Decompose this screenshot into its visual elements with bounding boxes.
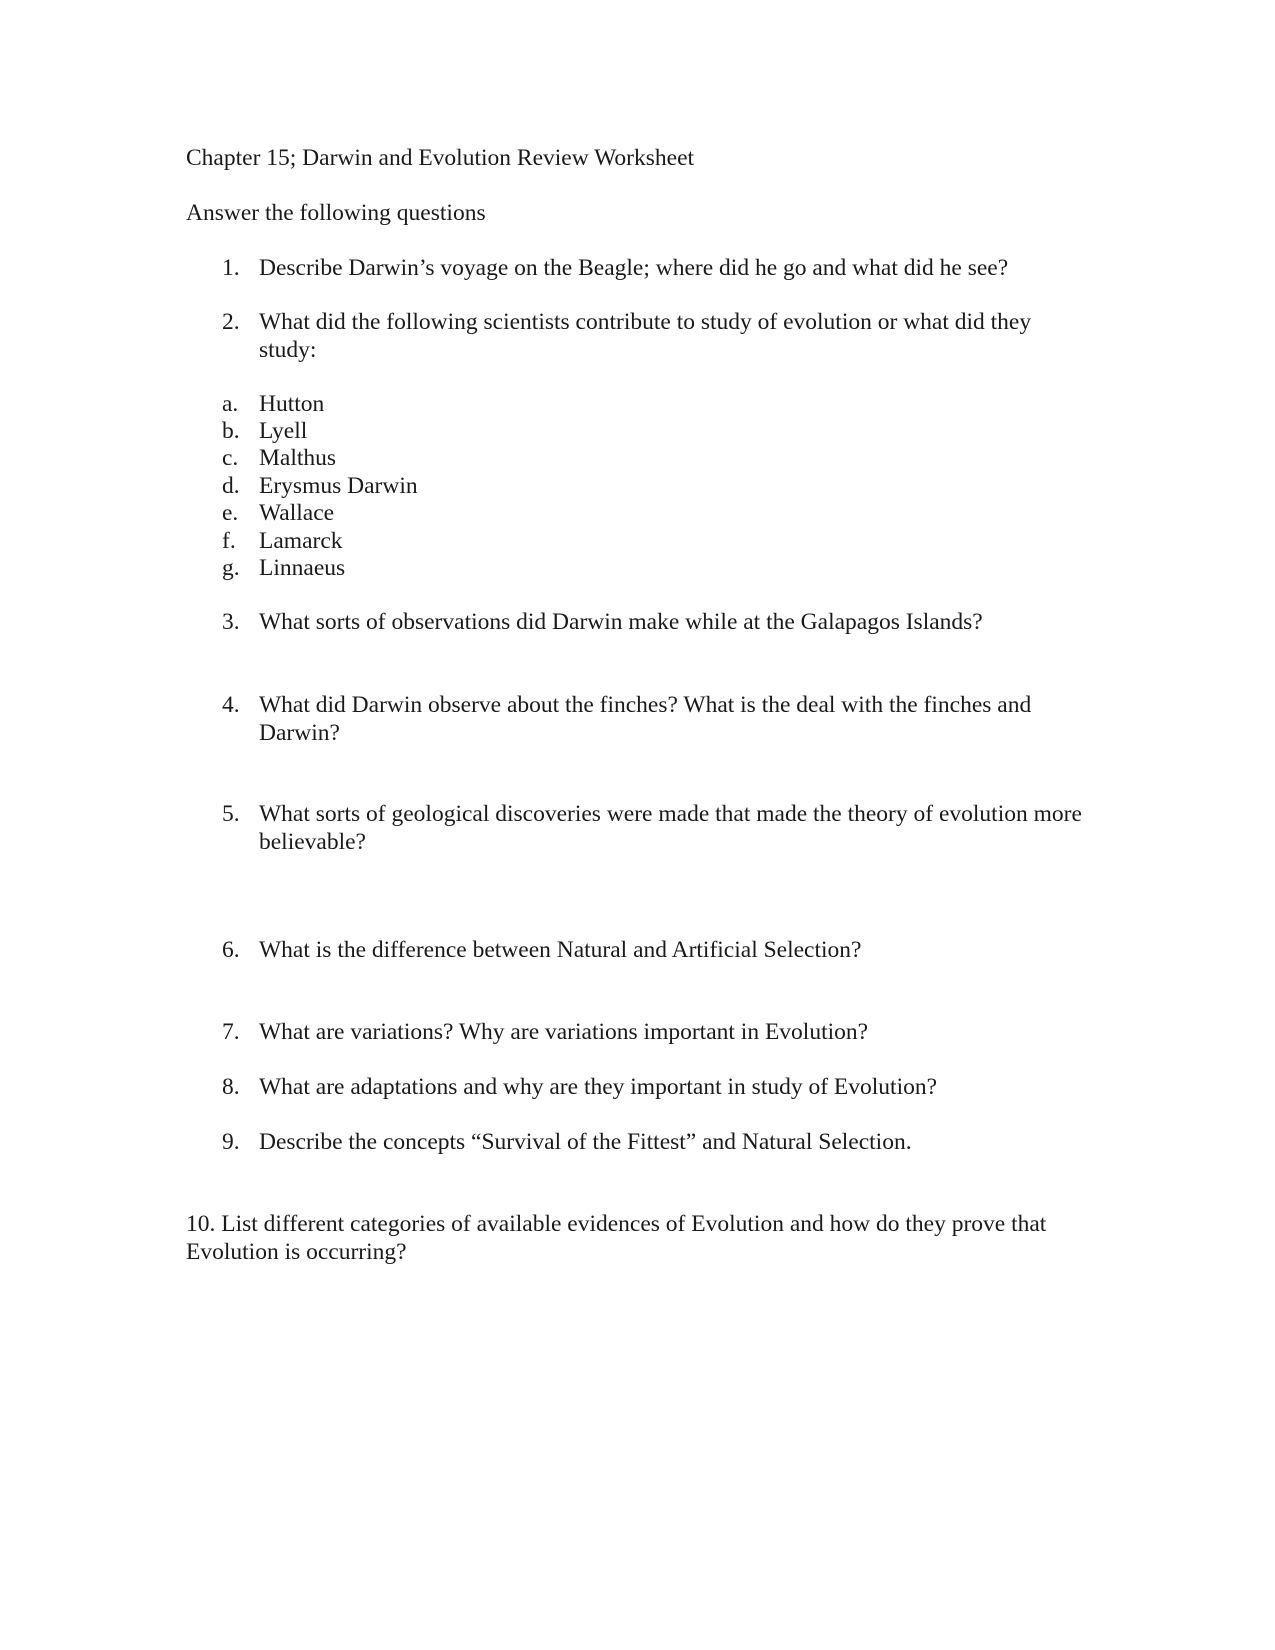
question-number: 7. <box>222 1019 240 1045</box>
scientist-name: Wallace <box>259 500 335 526</box>
list-item <box>0 444 600 472</box>
question-number: 10. <box>186 1211 216 1237</box>
scientist-name: Hutton <box>259 391 325 417</box>
question-text: Describe Darwin’s voyage on the Beagle; where did he go and what did he see? <box>259 255 1009 281</box>
list-item <box>0 527 600 555</box>
question-text: What sorts of geological discoveries were made that made the theory of evolution more believable? <box>259 801 1082 855</box>
question-text: What did the following scientists contribute to study of evolution or what did they study: <box>259 309 1032 363</box>
scientist-name: Lamarck <box>259 528 343 554</box>
list-item <box>0 417 600 445</box>
list-item <box>0 499 600 527</box>
question-number: 3. <box>222 609 240 635</box>
scientist-name: Lyell <box>259 418 308 444</box>
question-text: List different categories of available evidences of Evolution and how do they prove that Evolution is occurring? <box>186 1211 1047 1265</box>
question-10 <box>186 1210 1066 1266</box>
list-item <box>0 554 600 582</box>
question-number: 4. <box>222 692 240 718</box>
scientist-name: Erysmus Darwin <box>259 473 418 499</box>
instructions: Answer the following questions <box>186 200 486 226</box>
question-number: 8. <box>222 1074 240 1100</box>
question-number: 1. <box>222 255 240 281</box>
list-letter: e. <box>222 500 239 526</box>
list-letter: a. <box>222 391 239 417</box>
scientist-name: Linnaeus <box>259 555 346 581</box>
question-number: 6. <box>222 937 240 963</box>
question-text: What is the difference between Natural and Artificial Selection? <box>259 937 862 963</box>
question-number: 2. <box>222 309 240 335</box>
question-text: What are variations? Why are variations important in Evolution? <box>259 1019 869 1045</box>
list-item <box>0 472 600 500</box>
list-letter: d. <box>222 473 240 499</box>
scientist-name: Malthus <box>259 445 337 471</box>
question-text: What are adaptations and why are they important in study of Evolution? <box>259 1074 938 1100</box>
question-number: 5. <box>222 801 240 827</box>
list-letter: f. <box>222 528 236 554</box>
question-text: Describe the concepts “Survival of the Fittest” and Natural Selection. <box>259 1129 912 1155</box>
list-letter: g. <box>222 555 240 581</box>
list-letter: b. <box>222 418 240 444</box>
list-letter: c. <box>222 445 239 471</box>
list-item <box>0 390 600 418</box>
worksheet-title: Chapter 15; Darwin and Evolution Review Worksheet <box>186 145 695 171</box>
question-text: What did Darwin observe about the finches? What is the deal with the finches and Darwin? <box>259 692 1032 746</box>
question-number: 9. <box>222 1129 240 1155</box>
question-text: What sorts of observations did Darwin make while at the Galapagos Islands? <box>259 609 983 635</box>
